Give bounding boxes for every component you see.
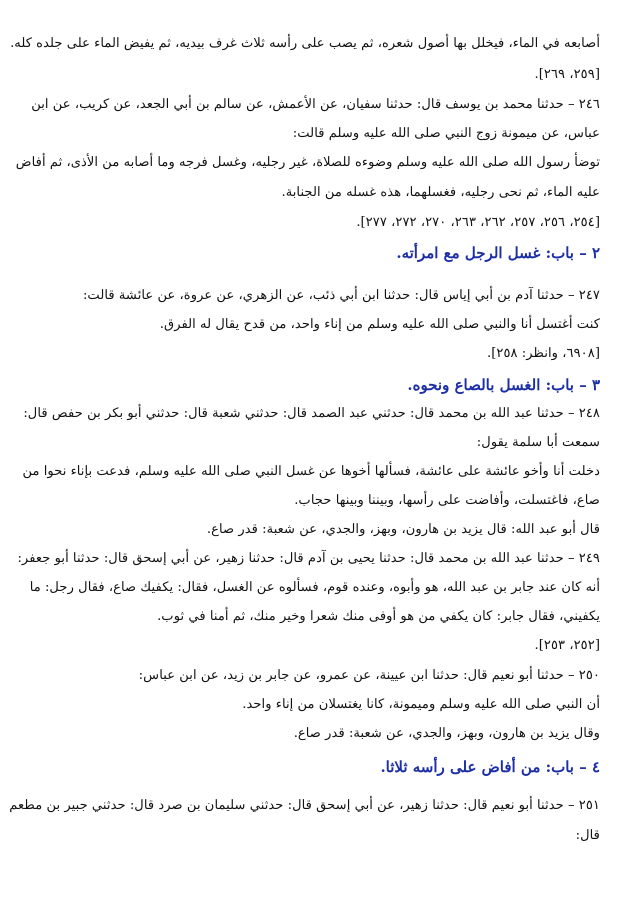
text-line: دخلت أنا وأخو عائشة على عائشة، فسألها أخوها عن غسل النبي صلى الله عليه وسلم، فدعت بإناء نحوا من	[22, 464, 600, 479]
text-line: كنت أغتسل أنا والنبي صلى الله عليه وسلم من إناء واحد، من قدح يقال له الفرق.	[159, 317, 600, 332]
hadith-248-isnad: ٢٤٨ – حدثنا عبد الله بن محمد قال: حدثني عبد الصمد قال: حدثني شعبة قال: حدثني أبو بكر بن حفص قال:	[23, 406, 600, 421]
text-line: أنه كان عند جابر بن عبد الله، هو وأبوه، وعنده قوم، فسألوه عن الغسل، فقال: يكفيك صاع، فقال رجل: ما	[29, 580, 600, 595]
text-line: عليه الماء، ثم نحى رجليه، فغسلهما، هذه غسله من الجنابة.	[281, 185, 600, 200]
cross-reference: [٦٩٠٨، وانظر: ٢٥٨].	[487, 346, 600, 361]
chapter-heading-4: ٤ – باب: من أفاض على رأسه ثلاثا.	[380, 758, 600, 776]
text-line: عباس، عن ميمونة زوج النبي صلى الله عليه وسلم قالت:	[292, 126, 600, 141]
hadith-250-isnad: ٢٥٠ – حدثنا أبو نعيم قال: حدثنا ابن عيينة، عن عمرو، عن جابر بن زيد، عن ابن عباس:	[138, 668, 600, 683]
cross-reference: [٢٥٤، ٢٥٦، ٢٥٧، ٢٦٢، ٢٦٣، ٢٧٠، ٢٧٢، ٢٧٧].	[356, 215, 600, 230]
chapter-heading-2: ٢ – باب: غسل الرجل مع امرأته.	[396, 244, 600, 262]
text-line: توضأ رسول الله صلى الله عليه وسلم وضوءه للصلاة، غير رجليه، وغسل فرجه وما أصابه من الأذى، ثم أفاض	[15, 155, 600, 170]
text-line: أن النبي صلى الله عليه وسلم وميمونة، كانا يغتسلان من إناء واحد.	[242, 697, 600, 712]
cross-reference: [٢٥٩، ٢٦٩].	[534, 67, 600, 82]
text-line: سمعت أبا سلمة يقول:	[476, 435, 600, 450]
chapter-heading-3: ٣ – باب: الغسل بالصاع ونحوه.	[407, 376, 600, 394]
hadith-251-isnad: ٢٥١ – حدثنا أبو نعيم قال: حدثنا زهير، عن أبي إسحق قال: حدثني سليمان بن صرد قال: حدثني جبير بن مطعم	[9, 798, 600, 813]
text-line: قال أبو عبد الله: قال يزيد بن هارون، وبهز، والجدي، عن شعبة: قدر صاع.	[206, 522, 600, 537]
hadith-249-isnad: ٢٤٩ – حدثنا عبد الله بن محمد قال: حدثنا يحيى بن آدم قال: حدثنا زهير، عن أبي إسحق قال: حدثنا أبو جعفر:	[17, 551, 600, 566]
hadith-246-isnad: ٢٤٦ – حدثنا محمد بن يوسف قال: حدثنا سفيان، عن الأعمش، عن سالم بن أبي الجعد، عن كريب، عن ابن	[31, 97, 600, 112]
text-line: أصابعه في الماء، فيخلل بها أصول شعره، ثم يصب على رأسه ثلاث غرف بيديه، ثم يفيض الماء على جلده كله.	[10, 36, 600, 51]
text-line: يكفيني، فقال جابر: كان يكفي من هو أوفى منك شعرا وخير منك، ثم أمنا في ثوب.	[157, 609, 600, 624]
text-line: صاع، فاغتسلت، وأفاضت على رأسها، وبيننا وبينها حجاب.	[294, 493, 600, 508]
cross-reference: [٢٥٢، ٢٥٣].	[534, 638, 600, 653]
text-line: قال:	[575, 828, 600, 843]
hadith-247-isnad: ٢٤٧ – حدثنا آدم بن أبي إياس قال: حدثنا ابن أبي ذئب، عن الزهري، عن عروة، عن عائشة قالت:	[82, 288, 600, 303]
text-line: وقال يزيد بن هارون، وبهز، والجدي، عن شعبة: قدر صاع.	[293, 726, 600, 741]
